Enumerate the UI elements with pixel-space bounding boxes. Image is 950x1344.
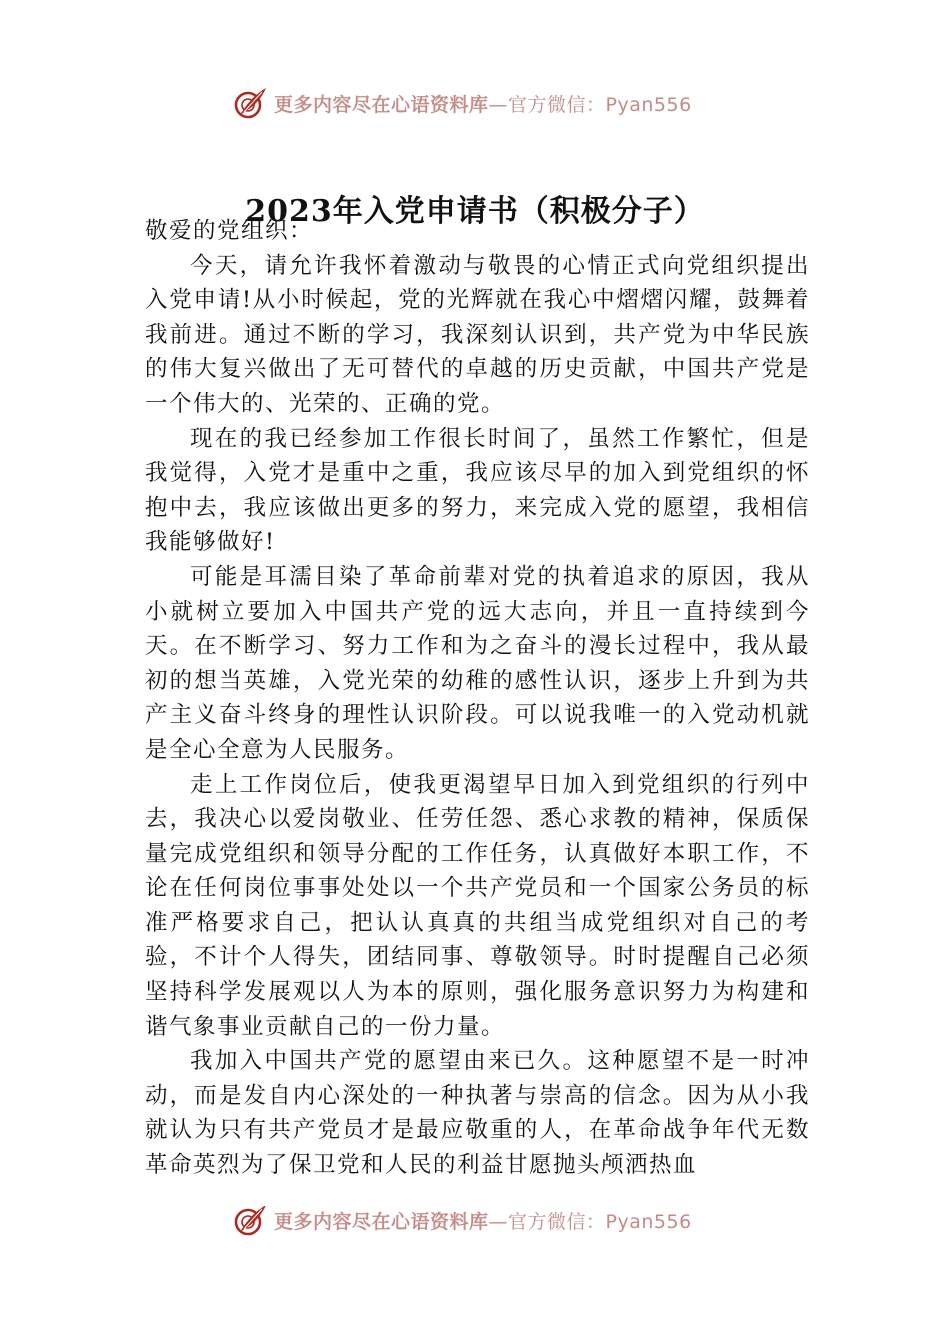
watermark-banner-bottom (232, 1206, 692, 1240)
document-title: 2023年入党申请书（积极分子） (245, 194, 705, 229)
paragraph-5: 我加入中国共产党的愿望由来已久。这种愿望不是一时冲动，而是发自内心深处的一种执著与崇高的信念。因为从小我就认为只有共产党员才是最应敬重的人，在革命战争年代无数革命英烈为了保卫党和人民的利益甘愿抛头颅洒热血 (145, 1048, 810, 1179)
paragraph-4: 走上工作岗位后，使我更渴望早日加入到党组织的行列中去，我决心以爱岗敬业、任劳任怨、悉心求教的精神，保质保量完成党组织和领导分配的工作任务，认真做好本职工作，不论在任何岗位事事处处以一个共产党员和一个国家公务员的标准严格要求自己，把认认真真的共组当成党组织对自己的考验，不计个人得失，团结同事、尊敬领导。时时提醒自己必须坚持科学发展观以人为本的原则，强化服务意识努力为构建和谐气象事业贡献自己的一份力量。 (145, 771, 810, 1040)
salutation: 敬爱的党组织： (145, 218, 314, 244)
paragraph-1: 今天，请允许我怀着激动与敬畏的心情正式向党组织提出入党申请!从小时候起，党的光辉就在我心中熠熠闪耀，鼓舞着我前进。通过不断的学习，我深刻认识到，共产党为中华民族的伟大复兴做出了无可替代的卓越的历史贡献，中国共产党是一个伟大的、光荣的、正确的党。 (145, 252, 810, 417)
watermark-brand: 更多内容尽在心语资料库 (274, 1210, 489, 1233)
paragraph-2: 现在的我已经参加工作很长时间了，虽然工作繁忙，但是我觉得，入党才是重中之重，我应该尽早的加入到党组织的怀抱中去，我应该做出更多的努力，来完成入党的愿望，我相信我能够做好! (145, 425, 810, 556)
watermark-contact: 官方微信：Pyan556 (508, 1210, 692, 1233)
watermark-separator: — (488, 1210, 509, 1233)
document-body (145, 214, 810, 1183)
quill-logo-icon (232, 1206, 268, 1238)
watermark-text (274, 90, 692, 117)
watermark-brand: 更多内容尽在心语资料库 (274, 93, 489, 116)
paragraph-3: 可能是耳濡目染了革命前辈对党的执着追求的原因，我从小就树立要加入中国共产党的远大志向，并且一直持续到今天。在不断学习、努力工作和为之奋斗的漫长过程中，我从最初的想当英雄，入党光荣的幼稚的感性认识，逐步上升到为共产主义奋斗终身的理性认识阶段。可以说我唯一的入党动机就是全心全意为人民服务。 (145, 563, 810, 763)
watermark-banner-top (232, 83, 692, 123)
quill-logo-icon (232, 85, 268, 121)
watermark-separator: — (488, 93, 509, 116)
watermark-contact: 官方微信：Pyan556 (508, 93, 692, 116)
watermark-text (274, 1207, 692, 1234)
